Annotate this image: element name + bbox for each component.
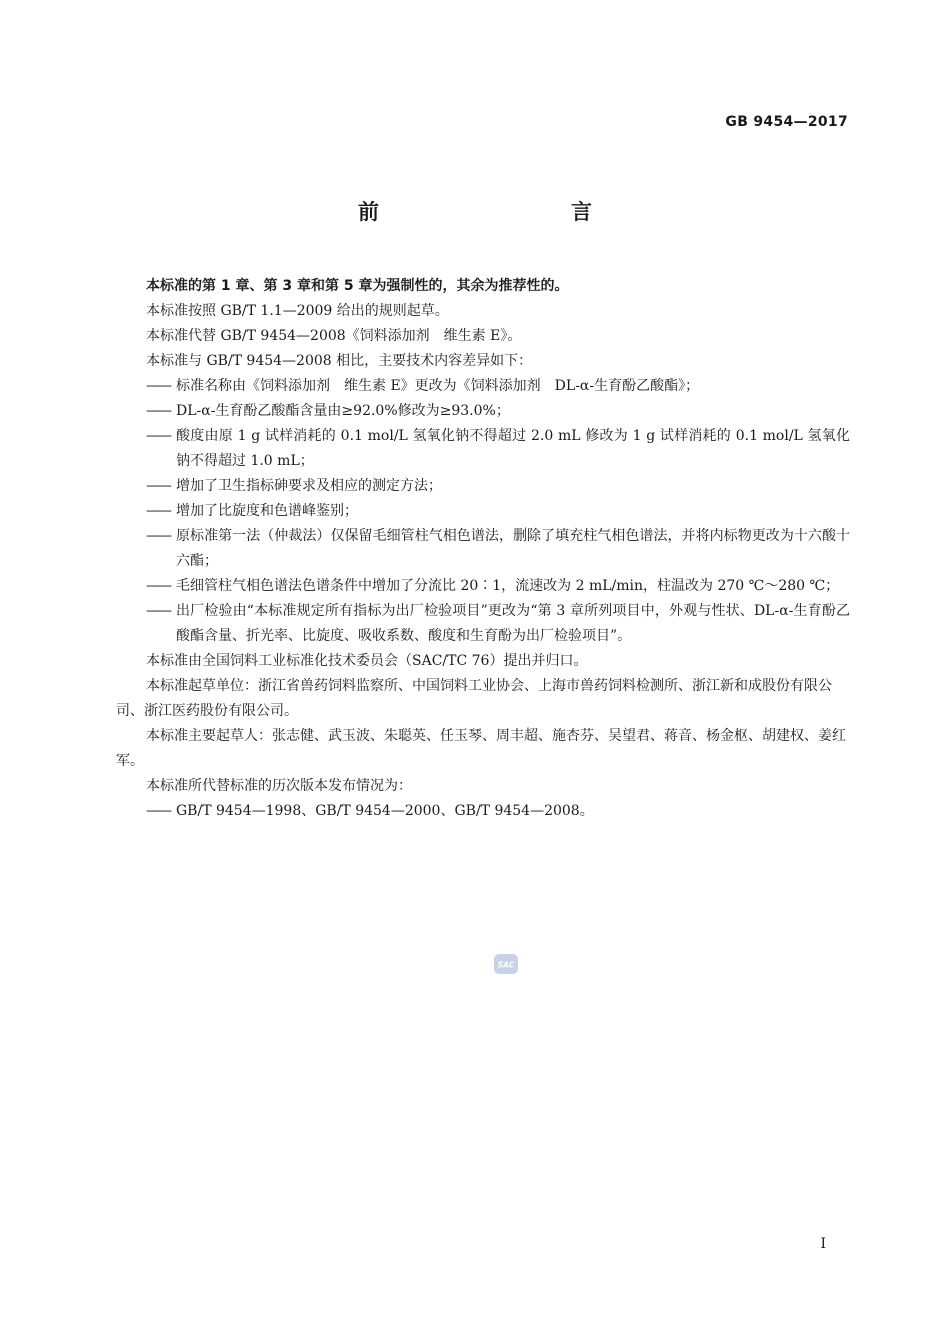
change-item-text: 原标准第一法（仲裁法）仅保留毛细管柱气相色谱法，删除了填充柱气相色谱法，并将内标物更改为十六酸十六酯； [176, 528, 850, 569]
dash-marker: —— [146, 603, 170, 619]
standard-number: GB 9454—2017 [725, 114, 848, 130]
paragraph-drafters: 本标准主要起草人：张志健、武玉波、朱聪英、任玉琴、周丰超、施杏芬、吴望君、蒋音、杨金枢、胡建权、姜红军。 [116, 728, 846, 769]
list-item [146, 524, 850, 574]
watermark-text: SAC [497, 960, 515, 970]
dash-marker: —— [146, 803, 170, 819]
change-item-text: 增加了卫生指标砷要求及相应的测定方法； [176, 478, 442, 494]
dash-marker: —— [146, 403, 170, 419]
change-item-text: 毛细管柱气相色谱法色谱条件中增加了分流比 20∶1，流速改为 2 mL/min，柱温改为 270 ℃～280 ℃； [176, 578, 840, 594]
dash-marker: —— [146, 428, 170, 444]
list-item [146, 374, 850, 399]
foreword-body [116, 274, 850, 824]
list-item [146, 499, 850, 524]
dash-marker: —— [146, 528, 170, 544]
list-item [146, 424, 850, 474]
dash-marker: —— [146, 378, 170, 394]
list-item [146, 574, 850, 599]
change-item-text: 酸度由原 1 g 试样消耗的 0.1 mol/L 氢氧化钠不得超过 2.0 mL 修改为 1 g 试样消耗的 0.1 mol/L 氢氧化钠不得超过 1.0 mL； [176, 428, 850, 469]
paragraph-changes-intro: 本标准与 GB/T 9454—2008 相比，主要技术内容差异如下： [146, 353, 533, 369]
list-item [146, 599, 850, 649]
paragraph-replaces: 本标准代替 GB/T 9454—2008《饲料添加剂 维生素 E》。 [146, 328, 522, 344]
paragraph-mandatory-chapters: 本标准的第 1 章、第 3 章和第 5 章为强制性的，其余为推荐性的。 [146, 278, 569, 294]
paragraph-history-intro: 本标准所代替标准的历次版本发布情况为： [146, 778, 412, 794]
list-item [146, 799, 850, 824]
change-item-text: DL-α-生育酚乙酸酯含量由≥92.0%修改为≥93.0%； [176, 403, 510, 419]
change-item-text: 出厂检验由“本标准规定所有指标为出厂检验项目”更改为“第 3 章所列项目中，外观与性状、DL-α-生育酚乙酸酯含量、折光率、比旋度、吸收系数、酸度和生育酚为出厂检验项目”。 [176, 603, 850, 644]
list-item [146, 399, 850, 424]
history-versions: GB/T 9454—1998、GB/T 9454—2000、GB/T 9454—2008。 [176, 803, 594, 819]
paragraph-proposed-by: 本标准由全国饲料工业标准化技术委员会（SAC/TC 76）提出并归口。 [146, 653, 588, 669]
dash-marker: —— [146, 503, 170, 519]
page-title: 前 言 [358, 200, 642, 224]
dash-marker: —— [146, 578, 170, 594]
page-number: I [820, 1236, 826, 1252]
paragraph-drafting-rules: 本标准按照 GB/T 1.1—2009 给出的规则起草。 [146, 303, 449, 319]
change-item-text: 增加了比旋度和色谱峰鉴别； [176, 503, 358, 519]
sac-watermark-logo [493, 952, 519, 976]
list-item [146, 474, 850, 499]
dash-marker: —— [146, 478, 170, 494]
change-item-text: 标准名称由《饲料添加剂 维生素 E》更改为《饲料添加剂 DL-α-生育酚乙酸酯》； [176, 378, 700, 394]
paragraph-drafting-units: 本标准起草单位：浙江省兽药饲料监察所、中国饲料工业协会、上海市兽药饲料检测所、浙江新和成股份有限公司、浙江医药股份有限公司。 [116, 678, 832, 719]
